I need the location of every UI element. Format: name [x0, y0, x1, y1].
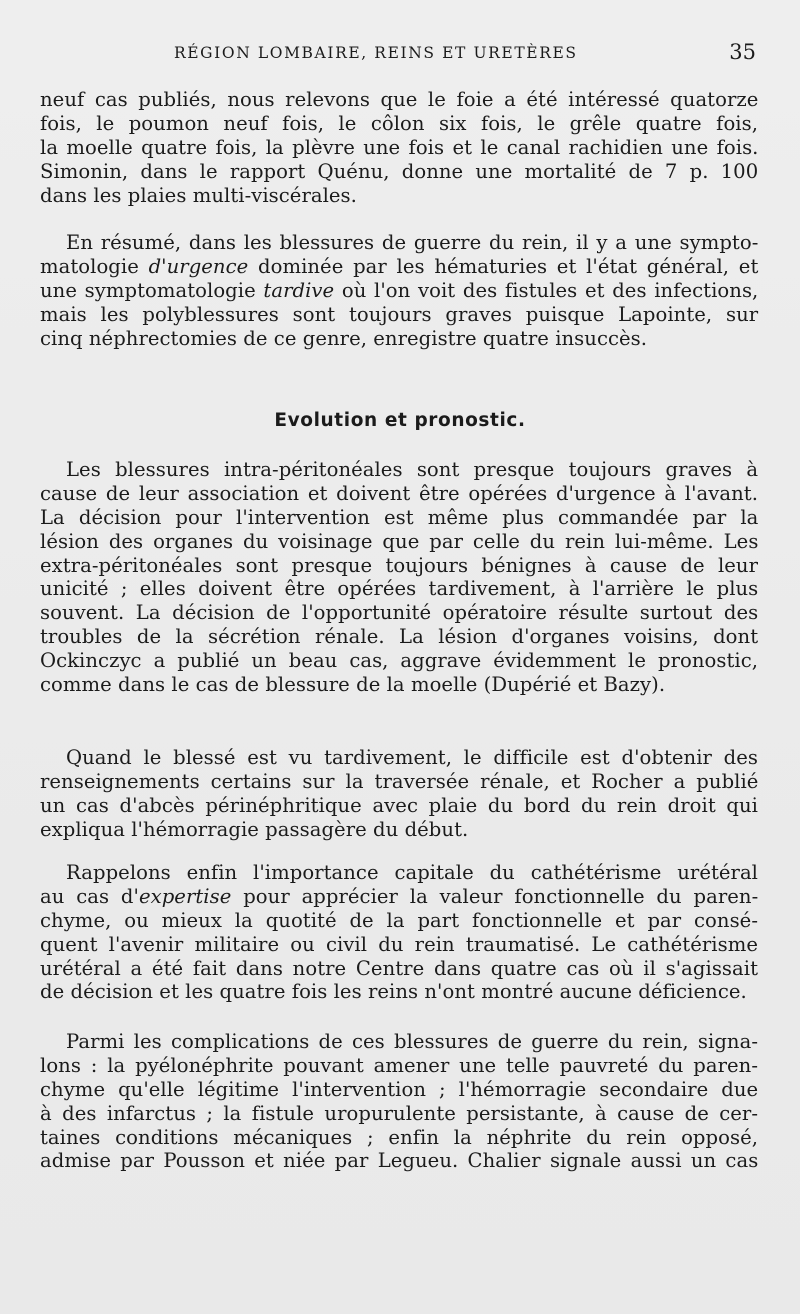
text-line: lons : la pyélonéphrite pouvant amener une telle pauvreté du paren- — [40, 1053, 758, 1077]
italic-term-urgence: d'urgence — [148, 254, 249, 278]
text-run: dominée par les hématuries et l'état général, et — [248, 254, 759, 278]
text-line: souvent. La décision de l'opportunité opératoire résulte surtout des — [40, 601, 759, 625]
text-run: une symptomatologie — [40, 278, 264, 302]
text-line: expliqua l'hémorragie passagère du début. — [40, 817, 469, 841]
text-line: Les blessures intra-péritonéales sont presque toujours graves à — [66, 458, 759, 481]
text-line: de décision et les quatre fois les reins n'ont montré aucune déficience. — [40, 980, 747, 1004]
text-line: urétéral a été fait dans notre Centre dans quatre cas où il s'agissait — [40, 956, 758, 980]
page-number: 35 — [729, 40, 756, 64]
text-line: Rappelons enfin l'importance capitale du cathétérisme urétéral — [66, 861, 758, 884]
text-line — [40, 255, 758, 279]
late-diagnosis-paragraph — [40, 746, 758, 842]
text-line: neuf cas publiés, nous relevons que le foie a été intéressé quatorze — [40, 88, 759, 111]
text-line: Simonin, dans le rapport Quénu, donne une mortalité de 7 p. 100 — [40, 159, 759, 183]
text-line: mais les polyblessures sont toujours graves puisque Lapointe, sur — [40, 302, 759, 326]
complications-paragraph — [40, 1030, 758, 1173]
text-line: Ockinczyc a publié un beau cas, aggrave évidemment le pronostic, — [40, 649, 758, 673]
text-run: où l'on voit des fistules et des infections, — [334, 278, 759, 302]
text-line: troubles de la sécrétion rénale. La lésion d'organes voisins, dont — [40, 625, 759, 649]
text-run: au cas d' — [40, 884, 139, 908]
summary-paragraph — [40, 231, 758, 350]
text-line: comme dans le cas de blessure de la moelle (Dupérié et Bazy). — [40, 673, 666, 697]
text-line: renseignements certains sur la traversée rénale, et Rocher a publié — [40, 769, 759, 793]
paragraph-continuation — [40, 88, 758, 207]
running-title: RÉGION LOMBAIRE, REINS ET URETÈRES — [174, 44, 578, 62]
text-line: un cas d'abcès périnéphritique avec plaie du bord du rein droit qui — [40, 793, 758, 817]
running-header — [0, 42, 800, 70]
text-line: Parmi les complications de ces blessures de guerre du rein, signa- — [66, 1030, 758, 1053]
text-line: taines conditions mécaniques ; enfin la néphrite du rein opposé, — [40, 1125, 758, 1149]
catheterism-paragraph — [40, 861, 758, 1004]
text-line: cause de leur association et doivent être opérées d'urgence à l'avant. — [40, 481, 758, 505]
text-line: En résumé, dans les blessures de guerre du rein, il y a une sympto- — [66, 231, 759, 254]
text-line: chyme, ou mieux la quotité de la part fonctionnelle et par consé- — [40, 908, 758, 932]
text-line: à des infarctus ; la fistule uropurulente persistante, à cause de cer- — [40, 1101, 759, 1125]
text-run: pour apprécier la valeur fonctionnelle du paren- — [231, 884, 759, 908]
text-line — [40, 279, 758, 303]
text-line: fois, le poumon neuf fois, le côlon six fois, le grêle quatre fois, — [40, 111, 758, 135]
text-line: cinq néphrectomies de ce genre, enregistre quatre insuccès. — [40, 326, 648, 350]
italic-term-expertise: expertise — [138, 884, 232, 908]
section-heading: Evolution et pronostic. — [274, 410, 526, 431]
text-line — [40, 885, 758, 909]
text-line: quent l'avenir militaire ou civil du rein traumatisé. Le cathétérisme — [40, 932, 758, 956]
italic-term-tardive: tardive — [263, 278, 335, 302]
text-line: Quand le blessé est vu tardivement, le difficile est d'obtenir des — [66, 746, 758, 769]
text-line: admise par Pousson et niée par Legueu. Chalier signale aussi un cas — [40, 1149, 759, 1173]
text-line: La décision pour l'intervention est même plus commandée par la — [40, 505, 759, 529]
text-line: extra-péritonéales sont presque toujours bénignes à cause de leur — [40, 553, 758, 577]
evolution-paragraph — [40, 458, 758, 697]
text-line: dans les plaies multi-viscérales. — [40, 183, 357, 207]
text-line: unicité ; elles doivent être opérées tardivement, à l'arrière le plus — [40, 577, 759, 601]
text-line: la moelle quatre fois, la plèvre une fois et le canal rachidien une fois. — [40, 135, 759, 159]
text-line: lésion des organes du voisinage que par celle du rein lui-même. Les — [40, 529, 759, 553]
text-run: matologie — [40, 254, 149, 278]
text-line: chyme qu'elle légitime l'intervention ; l'hémorragie secondaire due — [40, 1077, 759, 1101]
